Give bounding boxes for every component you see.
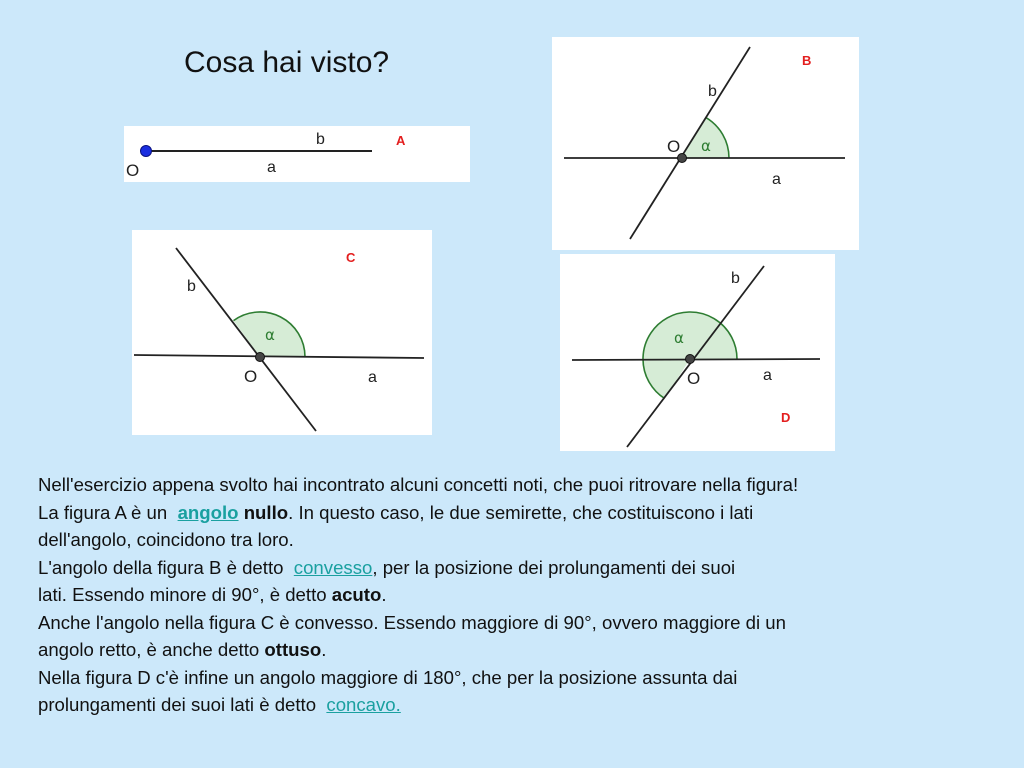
- ray-b-label: b: [187, 278, 196, 295]
- text-span: lati. Essendo minore di 90°, è detto: [38, 584, 332, 605]
- angle-label: α: [265, 326, 275, 344]
- figure-tag: B: [802, 53, 812, 68]
- text-line: [38, 554, 998, 582]
- text-line: [38, 471, 998, 499]
- ray-a-label: a: [267, 159, 276, 176]
- vertex-point: [141, 146, 152, 157]
- vertex-label: O: [126, 161, 140, 180]
- ray-b-label: b: [316, 131, 325, 148]
- text-line: [38, 636, 998, 664]
- text-line: [38, 581, 998, 609]
- text-span: . In questo caso, le due semirette, che costituiscono i lati: [288, 501, 754, 523]
- angle-label: α: [701, 137, 711, 155]
- nullo-term: nullo: [243, 501, 289, 523]
- text-span: , per la posizione dei prolungamenti dei suoi: [372, 556, 736, 578]
- line-b: [630, 47, 750, 239]
- ray-a-label: a: [763, 367, 772, 384]
- text-span: L'angolo della figura B è detto: [38, 556, 289, 578]
- text-span: dell'angolo, coincidono tra loro.: [38, 529, 294, 550]
- figure-d-diagram: [560, 254, 835, 451]
- figure-b-panel: [552, 37, 859, 250]
- ray-a-label: a: [368, 369, 377, 386]
- text-span: .: [381, 584, 387, 605]
- explanation-text: [38, 471, 998, 719]
- line-a: [572, 359, 820, 360]
- text-line: [38, 499, 998, 527]
- text-span: Anche l'angolo nella figura C è convesso. Essendo maggiore di 90°, ovvero maggiore di un: [38, 611, 786, 633]
- figure-a-panel: [124, 126, 470, 182]
- vertex-label: O: [667, 137, 681, 156]
- ottuso-term: ottuso: [264, 639, 322, 660]
- ray-b-label: b: [708, 83, 717, 100]
- vertex-point: [256, 353, 265, 362]
- vertex-label: O: [687, 369, 701, 388]
- text-span: Nella figura D c'è infine un angolo maggiore di 180°, che per la posizione assunta dai: [38, 666, 738, 688]
- angle-label: α: [674, 329, 684, 347]
- angolo-link[interactable]: angolo: [177, 501, 239, 523]
- figure-tag: C: [346, 250, 356, 265]
- text-span: La figura A è un: [38, 501, 173, 523]
- figure-c-diagram: [132, 230, 432, 435]
- figure-d-panel: [560, 254, 835, 451]
- vertex-label: O: [244, 367, 258, 386]
- text-line: [38, 691, 998, 719]
- convesso-link[interactable]: convesso: [293, 556, 373, 578]
- text-span: .: [321, 639, 327, 660]
- ray-b-label: b: [731, 270, 740, 287]
- figure-c-panel: [132, 230, 432, 435]
- figure-tag: A: [396, 133, 406, 148]
- ray-a-label: a: [772, 171, 781, 188]
- text-span: angolo retto, è anche detto: [38, 639, 265, 660]
- text-line: [38, 526, 998, 554]
- figure-b-diagram: [552, 37, 859, 250]
- page-title: Cosa hai visto?: [184, 46, 390, 79]
- vertex-point: [686, 355, 695, 364]
- acuto-term: acuto: [331, 584, 382, 605]
- text-line: [38, 609, 998, 637]
- figure-tag: D: [781, 410, 791, 425]
- text-line: [38, 664, 998, 692]
- text-span: Nell'esercizio appena svolto hai incontrato alcuni concetti noti, che puoi ritrovare nella figura!: [38, 474, 799, 495]
- figure-a-diagram: [124, 126, 470, 182]
- text-span: prolungamenti dei suoi lati è detto: [38, 694, 322, 715]
- concavo-link[interactable]: concavo.: [326, 694, 401, 715]
